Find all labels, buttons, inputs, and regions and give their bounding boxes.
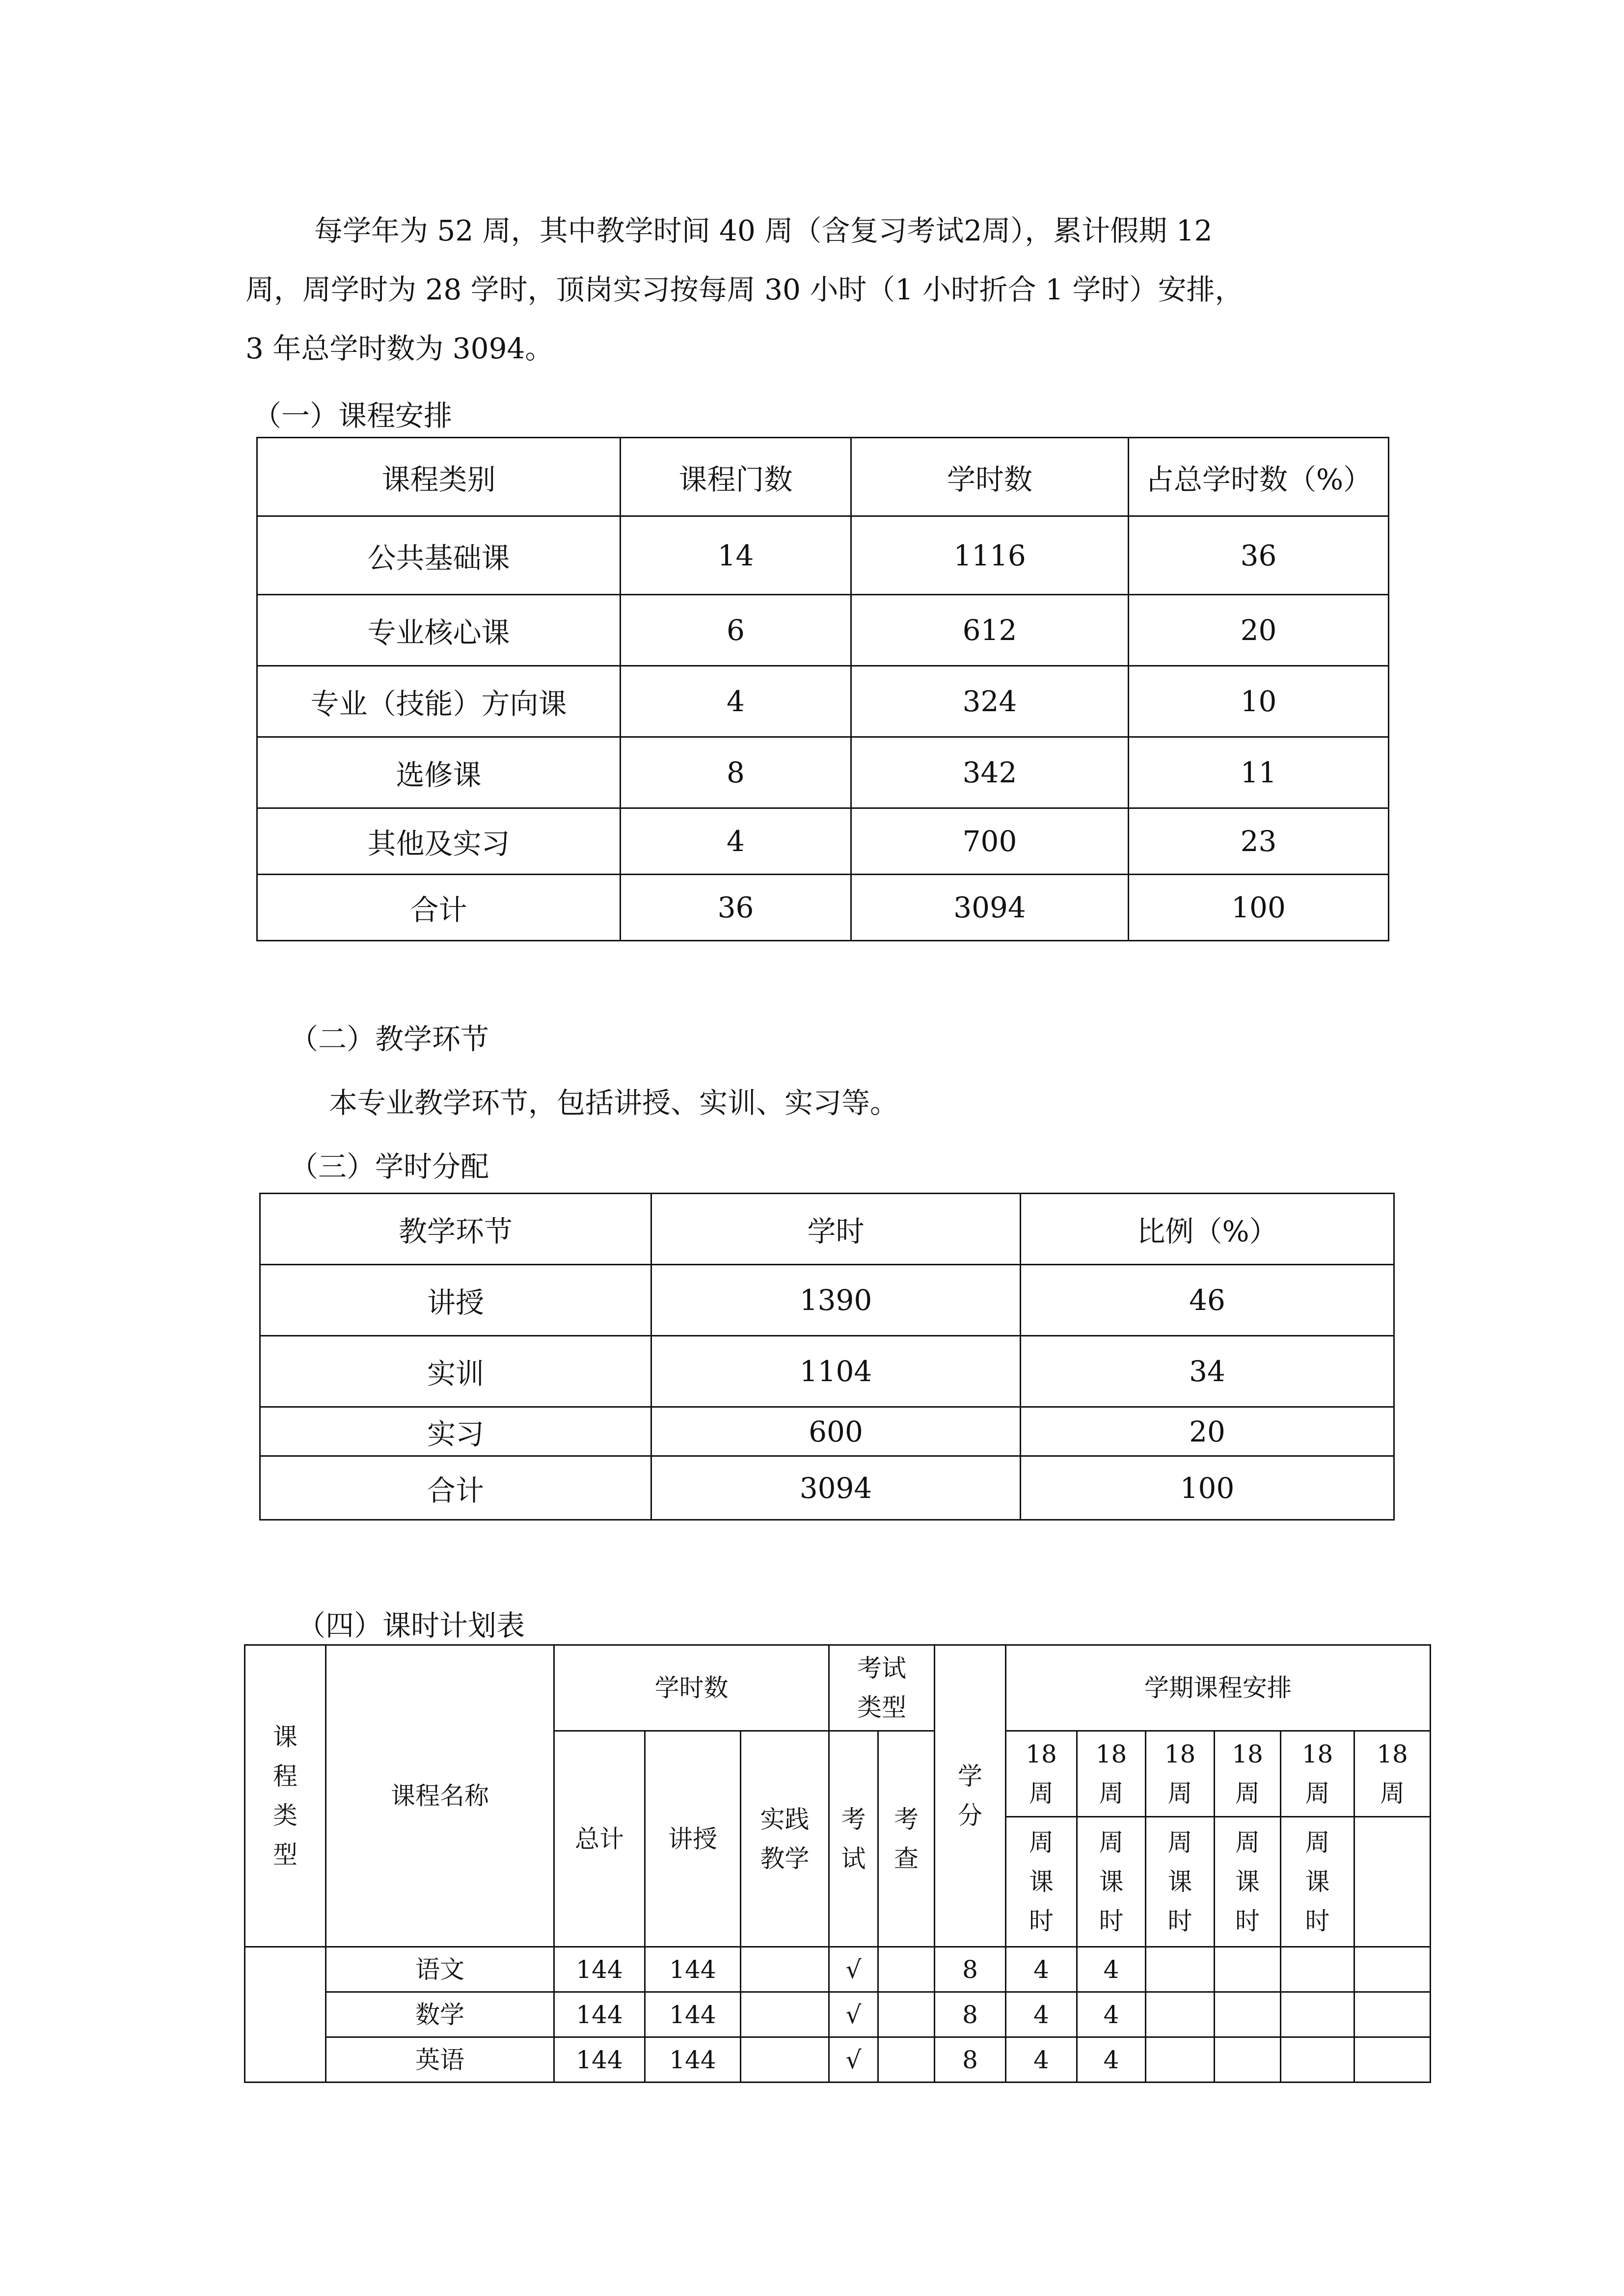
table-cell: 10: [1129, 666, 1389, 737]
header-cell: 占总学时数（%）: [1129, 438, 1389, 516]
table-cell: 11: [1129, 737, 1389, 808]
table-cell: 4: [1006, 2037, 1077, 2082]
table-cell: 34: [1021, 1336, 1394, 1407]
table-cell: 20: [1021, 1407, 1394, 1456]
table-cell: 8: [935, 1947, 1006, 1992]
table-cell: 36: [621, 875, 851, 941]
header-exam: 考 试: [829, 1731, 878, 1947]
table-cell: 144: [645, 1947, 741, 1992]
table-cell: 23: [1129, 808, 1389, 875]
table-row: [260, 1336, 1394, 1407]
table-cell: [878, 2037, 935, 2082]
table-cell: 144: [645, 2037, 741, 2082]
header-cell: 学时: [651, 1194, 1021, 1265]
header-practice: 实践 教学: [741, 1731, 829, 1947]
header-cell: 课程门数: [621, 438, 851, 516]
table-row-total: [257, 875, 1389, 941]
header-course-name: 课程名称: [326, 1645, 554, 1947]
hours-allocation-table: [259, 1193, 1395, 1521]
table-cell: 公共基础课: [257, 516, 621, 595]
header-semester-6-weeks: 18 周: [1354, 1731, 1431, 1817]
table-cell: [1354, 1947, 1431, 1992]
header-cell: 课程类别: [257, 438, 621, 516]
table-cell: 4: [1006, 1947, 1077, 1992]
table-cell: [1215, 2037, 1281, 2082]
section-hours-allocation-title: （三）学时分配: [290, 1150, 489, 1183]
header-total: 总计: [554, 1731, 645, 1947]
header-weekly-hours: 周 课 时: [1215, 1817, 1281, 1947]
header-course-type: 课 程 类 型: [245, 1645, 326, 1947]
table-cell: 3094: [851, 875, 1129, 941]
header-cell: 学时数: [851, 438, 1129, 516]
table-cell: 3094: [651, 1456, 1021, 1520]
course-type-cell: [245, 1947, 326, 2082]
table-cell: 14: [621, 516, 851, 595]
table-cell: 4: [1077, 2037, 1146, 2082]
table-cell: [878, 1947, 935, 1992]
exam-checkmark: √: [829, 2037, 878, 2082]
table-cell: [1281, 2037, 1354, 2082]
course-name-cell: 数学: [326, 1992, 554, 2037]
table-cell: 600: [651, 1407, 1021, 1456]
table-cell: 其他及实习: [257, 808, 621, 875]
header-semester-3-weeks: 18 周: [1146, 1731, 1215, 1817]
table-cell: 4: [1006, 1992, 1077, 2037]
table-row: [245, 2037, 1431, 2082]
header-hours: 学时数: [554, 1645, 829, 1731]
table-cell: 144: [554, 1947, 645, 1992]
table-cell: 实训: [260, 1336, 651, 1407]
table-cell: 342: [851, 737, 1129, 808]
intro-line-1: 每学年为 52 周，其中教学时间 40 周（含复习考试2周），累计假期 12: [314, 214, 1213, 247]
table-cell: 6: [621, 595, 851, 666]
table-cell: 4: [1077, 1992, 1146, 2037]
table-cell: 4: [621, 808, 851, 875]
hours-plan-table: [244, 1644, 1431, 2083]
table-cell: 讲授: [260, 1265, 651, 1336]
table-cell: 612: [851, 595, 1129, 666]
intro-line-3: 3 年总学时数为 3094。: [245, 332, 554, 365]
table-cell: [741, 1947, 829, 1992]
table-cell: [1281, 1992, 1354, 2037]
section-teaching-links-text: 本专业教学环节，包括讲授、实训、实习等。: [329, 1086, 899, 1120]
table-row: [260, 1265, 1394, 1336]
table-row: [257, 516, 1389, 595]
table-cell: 1104: [651, 1336, 1021, 1407]
table-cell: 144: [645, 1992, 741, 2037]
header-weekly-hours: 周 课 时: [1281, 1817, 1354, 1947]
table-cell: 36: [1129, 516, 1389, 595]
exam-checkmark: √: [829, 1992, 878, 2037]
table-cell: 100: [1129, 875, 1389, 941]
section-hours-plan-title: （四）课时计划表: [297, 1609, 525, 1642]
header-weekly-hours: 周 课 时: [1146, 1817, 1215, 1947]
header-credit: 学 分: [935, 1645, 1006, 1947]
table-cell: 选修课: [257, 737, 621, 808]
table-cell: [1146, 1947, 1215, 1992]
table-cell: 1116: [851, 516, 1129, 595]
table-row: [257, 595, 1389, 666]
header-exam-type: 考试 类型: [829, 1645, 935, 1731]
header-cell: 教学环节: [260, 1194, 651, 1265]
table-cell: [741, 1992, 829, 2037]
header-semester-1-weeks: 18 周: [1006, 1731, 1077, 1817]
header-lecture: 讲授: [645, 1731, 741, 1947]
table-row: [260, 1407, 1394, 1456]
header-check: 考 查: [878, 1731, 935, 1947]
table-cell: 4: [621, 666, 851, 737]
table-cell: 144: [554, 2037, 645, 2082]
table-cell: [1354, 1992, 1431, 2037]
exam-checkmark: √: [829, 1947, 878, 1992]
table-cell: 46: [1021, 1265, 1394, 1336]
table-cell: 8: [621, 737, 851, 808]
table-cell: 专业（技能）方向课: [257, 666, 621, 737]
header-cell: 比例（%）: [1021, 1194, 1394, 1265]
course-name-cell: 语文: [326, 1947, 554, 1992]
header-semester-arrangement: 学期课程安排: [1006, 1645, 1431, 1731]
header-semester-2-weeks: 18 周: [1077, 1731, 1146, 1817]
table-row-total: [260, 1456, 1394, 1520]
table-row: [257, 737, 1389, 808]
table-cell: [1146, 1992, 1215, 2037]
table-cell: [1354, 2037, 1431, 2082]
table-cell: 合计: [257, 875, 621, 941]
table-cell: 8: [935, 2037, 1006, 2082]
header-weekly-hours-empty: [1354, 1817, 1431, 1947]
header-weekly-hours: 周 课 时: [1077, 1817, 1146, 1947]
table-cell: [741, 2037, 829, 2082]
table-cell: 700: [851, 808, 1129, 875]
header-weekly-hours: 周 课 时: [1006, 1817, 1077, 1947]
table-header-row: [260, 1194, 1394, 1265]
table-row: [245, 1947, 1431, 1992]
table-cell: 专业核心课: [257, 595, 621, 666]
table-cell: [1146, 2037, 1215, 2082]
section-teaching-links-title: （二）教学环节: [290, 1022, 489, 1056]
table-cell: [1281, 1947, 1354, 1992]
header-semester-4-weeks: 18 周: [1215, 1731, 1281, 1817]
table-header-row: [245, 1645, 1431, 1731]
table-cell: 20: [1129, 595, 1389, 666]
header-semester-5-weeks: 18 周: [1281, 1731, 1354, 1817]
section-course-arrangement-title: （一）课程安排: [253, 399, 453, 432]
table-row: [245, 1992, 1431, 2037]
table-cell: 4: [1077, 1947, 1146, 1992]
table-cell: 324: [851, 666, 1129, 737]
table-cell: 合计: [260, 1456, 651, 1520]
table-cell: 100: [1021, 1456, 1394, 1520]
table-cell: 144: [554, 1992, 645, 2037]
course-arrangement-table: [256, 437, 1389, 941]
table-cell: [878, 1992, 935, 2037]
table-row: [257, 666, 1389, 737]
table-cell: [1215, 1992, 1281, 2037]
table-header-row: [257, 438, 1389, 516]
table-cell: 实习: [260, 1407, 651, 1456]
intro-line-2: 周，周学时为 28 学时，顶岗实习按每周 30 小时（1 小时折合 1 学时）安排，: [245, 273, 1244, 306]
table-cell: [1215, 1947, 1281, 1992]
course-name-cell: 英语: [326, 2037, 554, 2082]
table-cell: 8: [935, 1992, 1006, 2037]
table-row: [257, 808, 1389, 875]
table-cell: 1390: [651, 1265, 1021, 1336]
